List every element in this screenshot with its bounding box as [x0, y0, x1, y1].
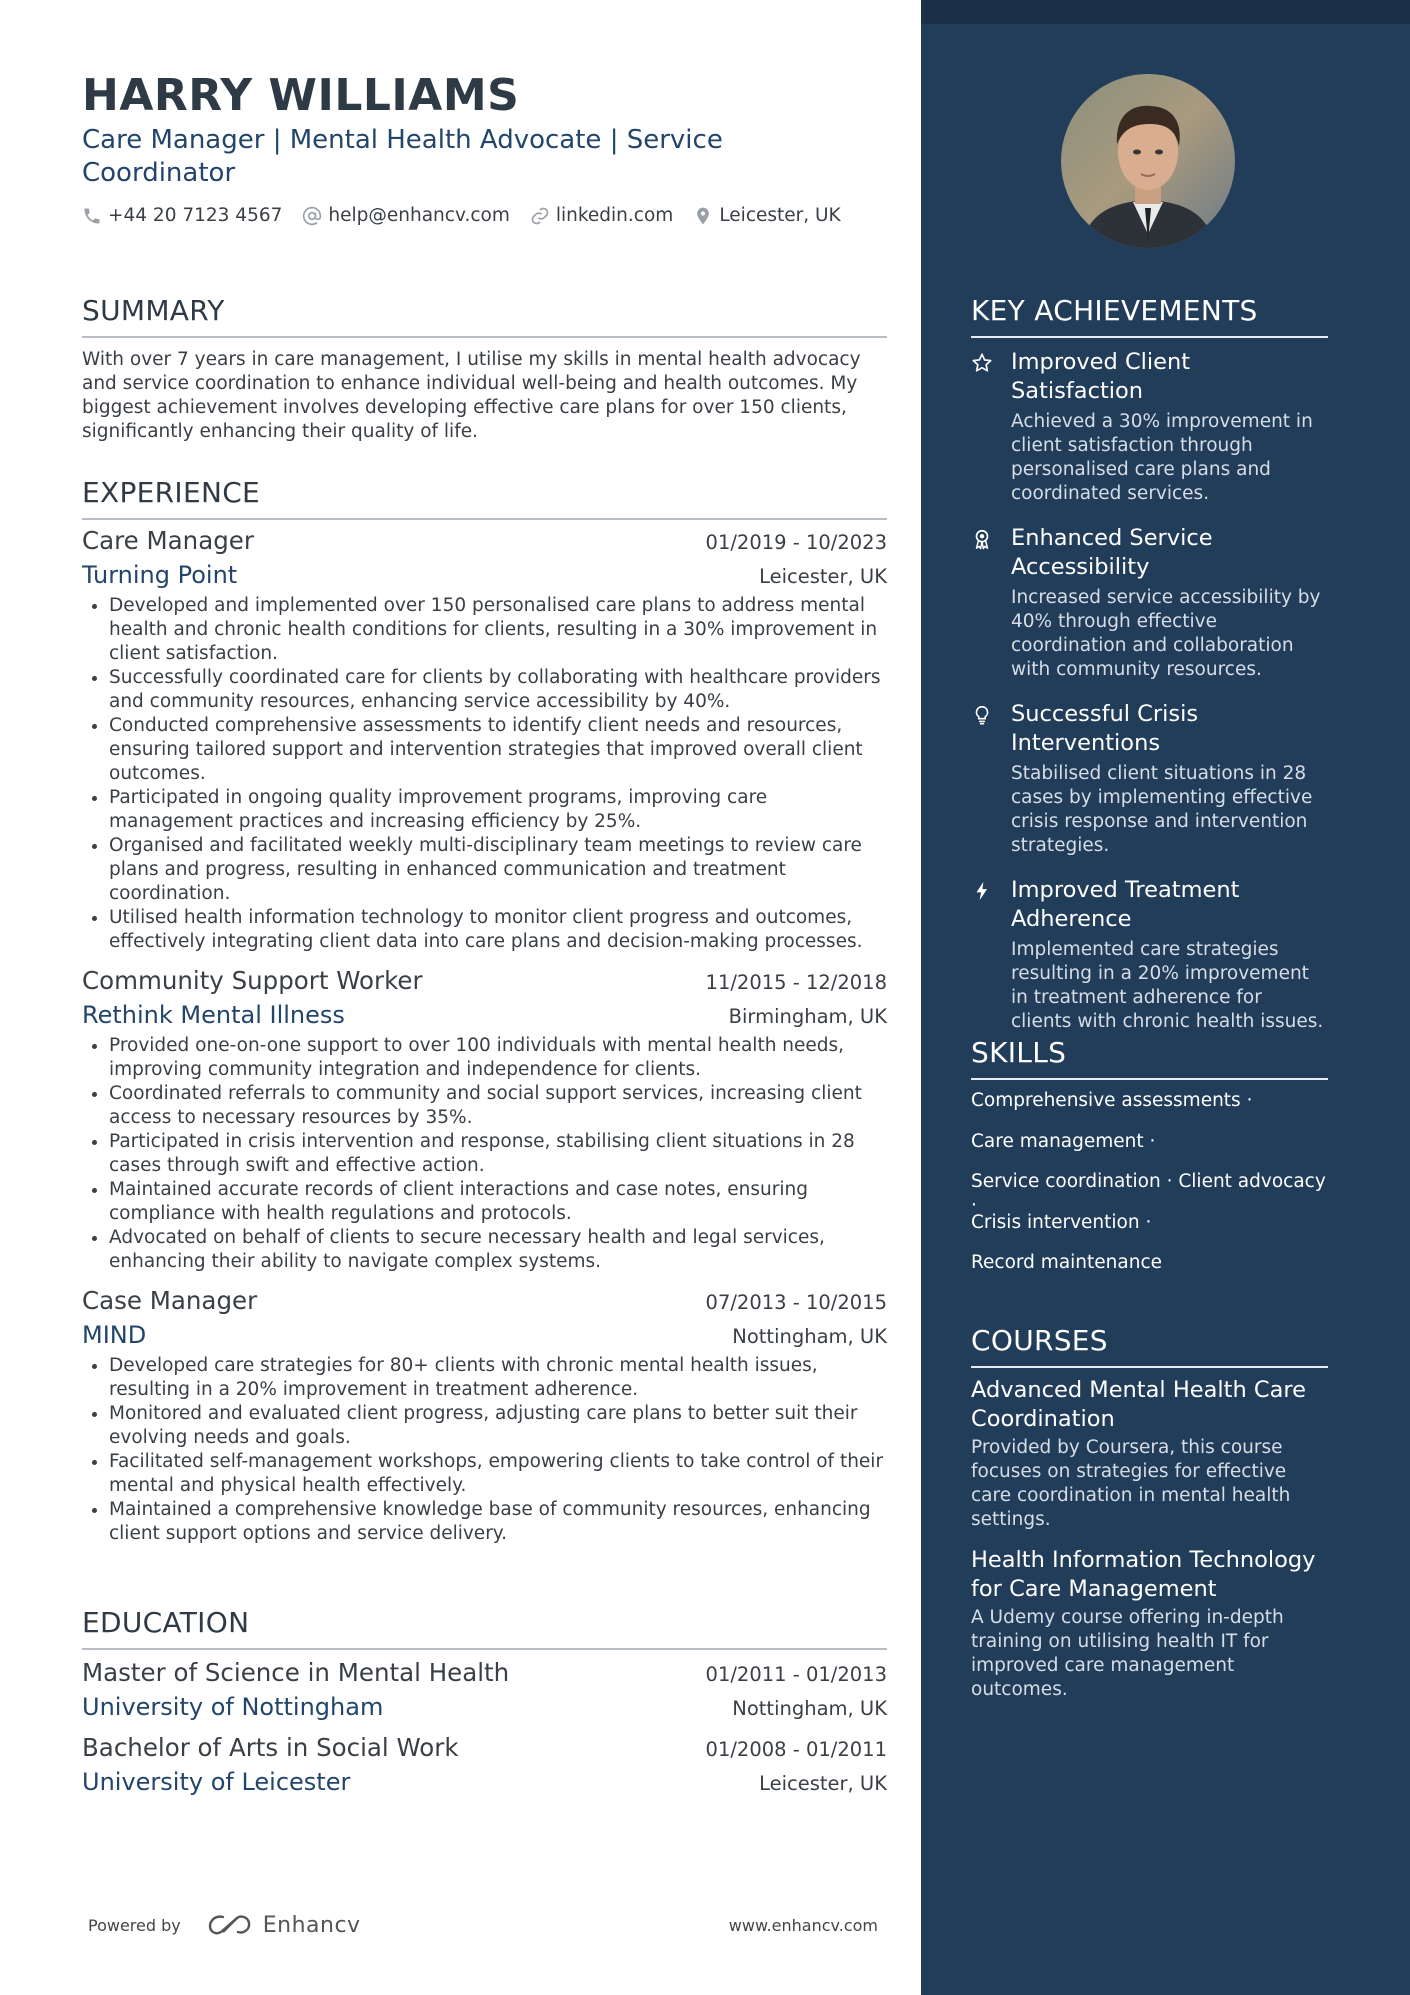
achievement-desc: Stabilised client situations in 28 cases by implementing effective crisis response and intervention strategies. — [1011, 763, 1313, 856]
job-company: Rethink Mental Illness — [82, 1001, 345, 1029]
list-item: • Maintained accurate records of client interactions and case notes, ensuring compliance with health regulations and protocols. — [109, 1178, 887, 1226]
candidate-name: HARRY WILLIAMS — [82, 70, 520, 121]
job-company: Turning Point — [82, 561, 238, 589]
achievement-item — [971, 348, 1328, 506]
link-icon — [530, 206, 550, 226]
job-location: Leicester, UK — [759, 565, 887, 588]
achievement-item — [971, 524, 1328, 682]
summary-text: With over 7 years in care management, I utilise my skills in mental health advocacy and service coordination to enhance individual well-being and health outcomes. My biggest achievement involves developing effective care plans for over 150 clients, significantly enhancing their quality of life. — [82, 349, 861, 442]
email-text: help@enhancv.com — [328, 205, 510, 226]
list-item: • Participated in crisis intervention and response, stabilising client situations in 28 cases through swift and effective action. — [109, 1130, 887, 1178]
profile-photo — [1061, 74, 1235, 248]
courses-section — [971, 1324, 1328, 1702]
education-dates: 01/2008 - 01/2011 — [705, 1738, 887, 1761]
linkedin-text: linkedin.com — [555, 205, 674, 226]
course-title: Health Information Technology for Care Management — [971, 1547, 1316, 1602]
list-item: • Facilitated self-management workshops, empowering clients to take control of their mental and physical health effectively. — [109, 1450, 887, 1498]
job-dates: 01/2019 - 10/2023 — [705, 531, 887, 554]
education-entry — [82, 1658, 887, 1721]
list-item: • Participated in ongoing quality improvement programs, improving care management practices and increasing efficiency by 25%. — [109, 786, 887, 834]
list-item: • Organised and facilitated weekly multi-disciplinary team meetings to review care plans and progress, resulting in enhanced communication and treatment coordination. — [109, 834, 887, 906]
course-item — [971, 1546, 1328, 1702]
job-role: Community Support Worker — [82, 966, 423, 995]
job-dates: 11/2015 - 12/2018 — [705, 971, 887, 994]
avatar — [1061, 74, 1235, 248]
job-location: Birmingham, UK — [728, 1005, 887, 1028]
section-divider — [971, 1078, 1328, 1080]
list-item: • Successfully coordinated care for clients by collaborating with healthcare providers and community resources, enhancing service accessibility by 40%. — [109, 666, 887, 714]
list-item: • Developed care strategies for 80+ clients with chronic mental health issues, resulting in a 20% improvement in treatment adherence. — [109, 1354, 887, 1402]
achievement-title: Successful Crisis Interventions — [1011, 701, 1199, 756]
phone-text: +44 20 7123 4567 — [108, 205, 283, 226]
achievement-item — [971, 700, 1328, 858]
education-title: EDUCATION — [82, 1606, 250, 1639]
education-dates: 01/2011 - 01/2013 — [705, 1663, 887, 1686]
school-location: Nottingham, UK — [732, 1697, 887, 1720]
job-dates: 07/2013 - 10/2015 — [705, 1291, 887, 1314]
sidebar — [921, 0, 1410, 1995]
summary-title: SUMMARY — [82, 294, 225, 327]
job-role: Care Manager — [82, 526, 254, 555]
job-bullets — [82, 594, 887, 954]
job-bullets — [82, 1034, 887, 1274]
section-divider — [82, 1648, 887, 1650]
contact-linkedin[interactable] — [530, 205, 673, 226]
course-title: Advanced Mental Health Care Coordination — [971, 1377, 1306, 1432]
brand-name: Enhancv — [262, 1912, 361, 1938]
website-link[interactable]: www.enhancv.com — [728, 1915, 878, 1935]
achievement-desc: Implemented care strategies resulting in a 20% improvement in treatment adherence for clients with chronic health issues. — [1011, 939, 1324, 1032]
location-text: Leicester, UK — [719, 205, 841, 226]
list-item: • Developed and implemented over 150 personalised care plans to address mental health and chronic health conditions for clients, resulting in a 30% improvement in client satisfaction. — [109, 594, 887, 666]
achievement-desc: Increased service accessibility by 40% through effective coordination and collaboration with community resources. — [1011, 587, 1321, 680]
job-bullets — [82, 1354, 887, 1546]
list-item: • Advocated on behalf of clients to secure necessary health and legal services, enhancing their ability to navigate complex systems. — [109, 1226, 887, 1274]
achievement-title: Improved Treatment Adherence — [1011, 877, 1240, 932]
skill-item: Crisis intervention · — [971, 1211, 1152, 1233]
job-entry — [82, 966, 887, 1274]
degree-title: Master of Science in Mental Health — [82, 1658, 510, 1687]
achievements-title: KEY ACHIEVEMENTS — [971, 294, 1258, 327]
education-entry — [82, 1733, 887, 1796]
list-item: • Coordinated referrals to community and social support services, increasing client access to necessary resources by 35%. — [109, 1082, 887, 1130]
contact-phone[interactable] — [82, 205, 282, 226]
section-divider — [971, 1366, 1328, 1368]
list-item: • Monitored and evaluated client progress, adjusting care plans to better suit their evolving needs and goals. — [109, 1402, 887, 1450]
course-desc: A Udemy course offering in-depth training on utilising health IT for improved care management outcomes. — [971, 1607, 1284, 1700]
skill-item: Comprehensive assessments · — [971, 1090, 1253, 1111]
summary-section — [82, 294, 887, 444]
job-company: MIND — [82, 1321, 147, 1349]
enhancv-logo-icon — [207, 1912, 253, 1938]
experience-title: EXPERIENCE — [82, 476, 261, 509]
course-item — [971, 1376, 1328, 1532]
degree-title: Bachelor of Arts in Social Work — [82, 1733, 459, 1762]
award-icon — [971, 528, 993, 550]
section-divider — [82, 336, 887, 338]
achievement-item — [971, 876, 1328, 1034]
achievement-title: Enhanced Service Accessibility — [1011, 525, 1213, 580]
contact-bar — [82, 205, 861, 226]
school-name: University of Leicester — [82, 1768, 351, 1796]
job-role: Case Manager — [82, 1286, 258, 1315]
skill-item: Service coordination · Client advocacy · — [971, 1171, 1326, 1216]
achievement-title: Improved Client Satisfaction — [1011, 349, 1191, 404]
phone-icon — [82, 206, 102, 226]
job-location: Nottingham, UK — [732, 1325, 887, 1348]
sidebar-top-band — [921, 0, 1410, 24]
skills-section — [971, 1036, 1328, 1292]
school-location: Leicester, UK — [759, 1772, 887, 1795]
achievement-desc: Achieved a 30% improvement in client satisfaction through personalised care plans and coordinated services. — [1011, 411, 1313, 504]
skills-title: SKILLS — [971, 1036, 1067, 1069]
course-desc: Provided by Coursera, this course focuses on strategies for effective care coordination in mental health settings. — [971, 1437, 1291, 1530]
enhancv-logo[interactable] — [207, 1912, 361, 1938]
location-pin-icon — [693, 206, 713, 226]
experience-section — [82, 476, 887, 1546]
list-item: • Provided one-on-one support to over 100 individuals with mental health needs, improving community integration and independence for clients. — [109, 1034, 887, 1082]
job-entry — [82, 1286, 887, 1546]
list-item: • Conducted comprehensive assessments to identify client needs and resources, ensuring tailored support and intervention strategies that improved overall client outcomes. — [109, 714, 887, 786]
headline: Care Manager | Mental Health Advocate | Service Coordinator — [82, 125, 723, 188]
achievements-section — [971, 294, 1328, 1034]
list-item: • Utilised health information technology to monitor client progress and outcomes, effectively integrating client data into care plans and decision-making processes. — [109, 906, 887, 954]
job-entry — [82, 526, 887, 954]
section-divider — [971, 336, 1328, 338]
contact-email[interactable] — [302, 205, 509, 226]
list-item: • Maintained a comprehensive knowledge base of community resources, enhancing client support options and service delivery. — [109, 1498, 887, 1546]
powered-by-text: Powered by — [88, 1915, 181, 1935]
lightning-icon — [971, 880, 993, 902]
skill-item: Record maintenance — [971, 1252, 1162, 1273]
skill-item: Care management · — [971, 1130, 1156, 1152]
star-icon — [971, 352, 993, 374]
footer — [88, 1905, 878, 1945]
school-name: University of Nottingham — [82, 1693, 384, 1721]
courses-title: COURSES — [971, 1324, 1108, 1357]
at-icon — [302, 206, 322, 226]
education-section — [82, 1606, 887, 1796]
section-divider — [82, 518, 887, 520]
contact-location — [693, 205, 840, 226]
lightbulb-icon — [971, 704, 993, 726]
